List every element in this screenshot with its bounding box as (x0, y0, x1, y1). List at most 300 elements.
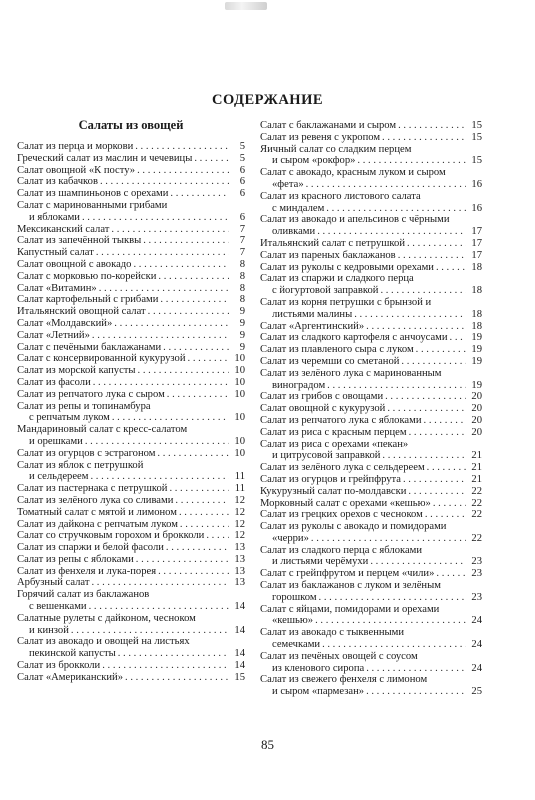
dot-leader (133, 259, 229, 271)
toc-entry-line (17, 353, 245, 365)
toc-entry-line (17, 577, 245, 589)
toc-entry-title: Салат из кабачков (17, 176, 98, 188)
toc-entry-line (260, 380, 482, 392)
toc-entry-line (260, 238, 482, 250)
toc-entry-line (260, 167, 482, 179)
toc-entry-line (260, 368, 482, 380)
toc-entry-title: Горячий салат из баклажанов (17, 589, 150, 601)
toc-entry-title: Салат из фенхеля и лука-порея (17, 565, 157, 577)
dot-leader (370, 556, 466, 568)
toc-entry (17, 389, 245, 401)
toc-entry (17, 283, 245, 295)
toc-entry (17, 330, 245, 342)
toc-entry-page: 9 (239, 341, 245, 353)
toc-entry-title: Салат из свежего фенхеля с лимоном (260, 674, 428, 686)
toc-entry-title: Салат из шампиньонов с орехами (17, 188, 169, 200)
toc-entry-page: 13 (234, 542, 245, 554)
dot-leader (90, 471, 229, 483)
toc-entry (260, 474, 482, 486)
toc-entry-page: 8 (239, 294, 245, 306)
toc-entry (17, 613, 245, 637)
dot-leader (136, 554, 229, 566)
toc-entry-title: «кешью» (272, 615, 314, 627)
dot-leader (398, 120, 466, 132)
toc-entry (260, 356, 482, 368)
toc-entry-line (17, 601, 245, 613)
dot-leader (385, 391, 466, 403)
toc-entry-page: 6 (239, 211, 245, 223)
toc-entry-title: Салат «Летний» (17, 329, 90, 341)
toc-entry-line (17, 318, 245, 330)
dot-leader (93, 377, 229, 389)
toc-entry-line (260, 663, 482, 675)
toc-entry-line (17, 648, 245, 660)
dot-leader (408, 486, 466, 498)
toc-entry-page: 12 (234, 530, 245, 542)
toc-entry-title: и сыром «рокфор» (272, 155, 356, 167)
toc-entry-line (260, 155, 482, 167)
toc-entry-page: 24 (471, 662, 482, 674)
dot-leader (96, 247, 229, 259)
toc-entry-title: Салат со стручковым горохом и брокколи (17, 530, 205, 542)
toc-entry-page: 11 (234, 483, 245, 495)
toc-entry-page: 7 (239, 247, 245, 259)
dot-leader (82, 212, 229, 224)
toc-entry (260, 238, 482, 250)
dot-leader (143, 235, 229, 247)
toc-entry-line (17, 507, 245, 519)
toc-entry-page: 22 (471, 485, 482, 497)
toc-entry-page: 12 (234, 506, 245, 518)
toc-entry (260, 167, 482, 191)
toc-entry-line (17, 483, 245, 495)
toc-entry-page: 13 (234, 577, 245, 589)
toc-entry-line (17, 259, 245, 271)
toc-entry-line (260, 580, 482, 592)
toc-entry-line (260, 651, 482, 663)
toc-entry-line (260, 285, 482, 297)
toc-entry-title: Салат картофельный с грибами (17, 294, 159, 306)
toc-entry-title: Салат овощной с кукурузой (260, 403, 386, 415)
dot-leader (166, 542, 229, 554)
toc-entry-title: Морковный салат с орехами «кешью» (260, 497, 431, 509)
toc-entry-line (17, 235, 245, 247)
toc-entry-line (260, 592, 482, 604)
toc-entry-title: Салат из зелёного лука со сливами (17, 494, 174, 506)
toc-entry-title: Салат с яйцами, помидорами и орехами (260, 603, 440, 615)
dot-leader (317, 226, 466, 238)
toc-entry-title: Салат из руколы с кедровыми орехами (260, 261, 434, 273)
toc-entry-line (260, 627, 482, 639)
page-title: СОДЕРЖАНИЕ (211, 92, 324, 108)
toc-entry-page: 8 (239, 258, 245, 270)
toc-entry-title: Салат из огурцов с эстрагоном (17, 447, 156, 459)
toc-entry-title: Салат из спаржи и сладкого перца (260, 273, 414, 285)
toc-entry-title: Салат из перца и моркови (17, 141, 134, 152)
dot-leader (436, 568, 466, 580)
toc-entry-page: 20 (471, 391, 482, 403)
toc-entry-title: Греческий салат из маслин и чечевицы (17, 152, 193, 164)
dot-leader (407, 238, 466, 250)
toc-entry-title: Салат «Аргентинский» (260, 320, 365, 332)
toc-entry (260, 580, 482, 604)
toc-entry-title: пекинской капусты (29, 648, 116, 660)
toc-entry-line (17, 672, 245, 684)
toc-entry-title: Салат из репы с яблоками (17, 553, 134, 565)
toc-entry-page: 10 (234, 376, 245, 388)
toc-entry-page: 15 (471, 131, 482, 143)
toc-entry-page: 16 (471, 202, 482, 214)
toc-entry-page: 19 (471, 379, 482, 391)
dot-leader (416, 344, 466, 356)
toc-entry (17, 495, 245, 507)
toc-entry-line (17, 271, 245, 283)
toc-entry-title: Салат из репчатого лука с яблоками (260, 414, 422, 426)
dot-leader (157, 448, 229, 460)
toc-entry (260, 144, 482, 168)
dot-leader (89, 601, 229, 613)
dot-leader (319, 592, 466, 604)
toc-entry (17, 672, 245, 684)
toc-entry-title: Салат из плавленого сыра с луком (260, 344, 414, 356)
toc-entry-line (260, 403, 482, 415)
toc-entry (17, 519, 245, 531)
toc-entry-page: 24 (471, 639, 482, 651)
toc-entry-line (17, 625, 245, 637)
toc-entry-line (17, 471, 245, 483)
toc-entry-line (260, 533, 482, 545)
dot-leader (366, 321, 466, 333)
toc-entry-line (260, 179, 482, 191)
toc-entry-line (17, 153, 245, 165)
toc-entry-title: оливками (272, 226, 316, 238)
toc-entry-page: 10 (234, 365, 245, 377)
toc-entry-page: 9 (239, 306, 245, 318)
toc-entry-title: Салат из печёных овощей с соусом (260, 650, 418, 662)
toc-entry (260, 344, 482, 356)
toc-entry-title: Салат из авокадо и апельсинов с чёрными (260, 214, 450, 226)
toc-entry (17, 176, 245, 188)
toc-entry-line (17, 330, 245, 342)
toc-entry-page: 18 (471, 320, 482, 332)
toc-entry-line (260, 226, 482, 238)
toc-entry-line (17, 377, 245, 389)
toc-entry-title: Салат из ревеня с укропом (260, 131, 381, 143)
toc-entry-page: 11 (234, 471, 245, 483)
toc-entry-page: 17 (471, 249, 482, 261)
toc-entry-line (17, 460, 245, 472)
toc-entry-line (17, 566, 245, 578)
toc-entry (17, 566, 245, 578)
toc-entry (17, 589, 245, 613)
toc-entry-title: Салат из грибов с овощами (260, 391, 384, 403)
toc-entry-title: из кленового сиропа (272, 662, 365, 674)
toc-entry-title: Салат из авокадо и овощей на листьях (17, 636, 190, 648)
toc-entry-page: 12 (234, 518, 245, 530)
toc-entry-title: Салат из риса с орехами «пекан» (260, 438, 409, 450)
toc-entry (17, 141, 245, 153)
dot-leader (112, 412, 229, 424)
toc-entry-line (260, 144, 482, 156)
toc-entry-line (260, 203, 482, 215)
toc-entry-line (17, 589, 245, 601)
toc-entry-title: Салат из зелёного лука с маринованным (260, 367, 442, 379)
toc-entry (260, 262, 482, 274)
toc-entry-title: Салат с авокадо, красным луком и сыром (260, 167, 446, 179)
toc-entry (17, 224, 245, 236)
toc-entry-line (17, 636, 245, 648)
toc-entry-title: Салат из репы и топинамбура (17, 400, 151, 412)
dot-leader (135, 141, 229, 153)
toc-entry-title: Салат из огурцов и грейпфрута (260, 473, 401, 485)
dot-leader (306, 179, 466, 191)
toc-entry-page: 17 (471, 237, 482, 249)
toc-entry (17, 554, 245, 566)
toc-entry (17, 165, 245, 177)
toc-entry (260, 368, 482, 392)
scan-artifact (225, 2, 267, 10)
toc-entry (17, 306, 245, 318)
toc-entry-line (260, 486, 482, 498)
toc-entry-title: Салат из репчатого лука с сыром (17, 388, 165, 400)
dot-leader (118, 648, 229, 660)
toc-entry-title: Мандариновый салат с кресс-салатом (17, 424, 188, 436)
toc-entry-page: 24 (471, 615, 482, 627)
toc-entry-page: 19 (471, 332, 482, 344)
toc-entry-page: 23 (471, 568, 482, 580)
toc-entry (260, 498, 482, 510)
dot-leader (180, 519, 229, 531)
toc-entry (260, 568, 482, 580)
toc-entry-title: Салат с баклажанами и сыром (260, 120, 397, 131)
toc-entry-page: 21 (471, 450, 482, 462)
toc-entry-page: 14 (234, 660, 245, 672)
toc-entry-title: Салат из дайкона с репчатым луком (17, 518, 178, 530)
toc-entry-title: с вешенками (29, 601, 87, 613)
toc-entry-title: Капустный салат (17, 247, 94, 259)
toc-entry-line (260, 615, 482, 627)
toc-entry (260, 297, 482, 321)
toc-entry-title: Салат из руколы с авокадо и помидорами (260, 521, 447, 533)
dot-leader (409, 427, 466, 439)
toc-entry (17, 235, 245, 247)
toc-entry (260, 403, 482, 415)
toc-entry-line (260, 509, 482, 521)
toc-entry (17, 636, 245, 660)
dot-leader (100, 176, 229, 188)
toc-entry-title: Салат из сладкого перца с яблоками (260, 544, 423, 556)
toc-entry-page: 14 (234, 648, 245, 660)
toc-entry-line (260, 568, 482, 580)
toc-entry-page: 10 (234, 388, 245, 400)
toc-entry-page: 8 (239, 282, 245, 294)
dot-leader (436, 262, 466, 274)
toc-entry-page: 14 (234, 601, 245, 613)
dot-leader (167, 389, 229, 401)
toc-entry-title: и листьями черёмухи (272, 556, 369, 568)
toc-entry-page: 23 (471, 591, 482, 603)
toc-entry (17, 294, 245, 306)
toc-entry (17, 530, 245, 542)
dot-leader (170, 188, 229, 200)
dot-leader (427, 462, 466, 474)
toc-entry (260, 321, 482, 333)
dot-leader (311, 533, 466, 545)
toc-entry-line (260, 521, 482, 533)
toc-entry-page: 16 (471, 178, 482, 190)
toc-entry-title: Салат из зелёного лука с сельдереем (260, 462, 425, 474)
toc-entry (17, 483, 245, 495)
toc-entry-title: Салат овощной с авокадо (17, 258, 132, 270)
toc-entry (260, 486, 482, 498)
toc-entry-title: с репчатым луком (29, 412, 110, 424)
toc-entry-page: 20 (471, 403, 482, 415)
toc-entry (260, 509, 482, 521)
toc-entry-page: 23 (471, 556, 482, 568)
toc-entry (17, 259, 245, 271)
toc-entry-title: «фета» (272, 178, 304, 190)
toc-entry-title: Салат из запечённой тыквы (17, 235, 142, 247)
dot-leader (380, 285, 466, 297)
dot-leader (354, 309, 466, 321)
toc-entry (17, 153, 245, 165)
toc-entry (17, 448, 245, 460)
toc-entry-page: 19 (471, 355, 482, 367)
toc-entry-line (260, 474, 482, 486)
dot-leader (450, 332, 466, 344)
toc-entry-title: Салат из сладкого картофеля с анчоусами (260, 332, 448, 344)
dot-leader (398, 250, 466, 262)
toc-entry (260, 250, 482, 262)
toc-entry-page: 6 (239, 164, 245, 176)
toc-entry-page: 10 (234, 447, 245, 459)
toc-entry-line (260, 214, 482, 226)
dot-leader (326, 203, 466, 215)
dot-leader (92, 577, 230, 589)
toc-entry-page: 21 (471, 473, 482, 485)
toc-entry-line (17, 224, 245, 236)
toc-entry-title: Салат с маринованными грибами (17, 199, 168, 211)
dot-leader (194, 153, 229, 165)
dot-leader (71, 625, 229, 637)
toc-entry (17, 365, 245, 377)
dot-leader (327, 380, 466, 392)
toc-entry-page: 22 (471, 497, 482, 509)
toc-entry (17, 460, 245, 484)
toc-entry-line (17, 554, 245, 566)
dot-leader (366, 686, 466, 698)
toc-entry-line (17, 294, 245, 306)
toc-entry (260, 674, 482, 698)
toc-entry (260, 604, 482, 628)
toc-left-column (17, 118, 245, 684)
toc-entry-title: Салат из грецких орехов с чесноком (260, 509, 423, 521)
toc-entry-line (260, 297, 482, 309)
toc-entry-page: 5 (239, 141, 245, 152)
toc-entry-line (17, 283, 245, 295)
toc-entry-page: 13 (234, 565, 245, 577)
toc-entry-line (260, 450, 482, 462)
dot-leader (111, 224, 229, 236)
toc-entry-title: Салат из спаржи и белой фасоли (17, 542, 164, 554)
dot-leader (382, 450, 466, 462)
toc-entry (260, 439, 482, 463)
toc-entry-line (260, 132, 482, 144)
toc-entry-page: 21 (471, 462, 482, 474)
toc-entry-title: Салат из пастернака с петрушкой (17, 483, 168, 495)
toc-entry-page: 18 (471, 308, 482, 320)
dot-leader (403, 474, 466, 486)
toc-entry (17, 507, 245, 519)
toc-entry (17, 353, 245, 365)
toc-entry (260, 391, 482, 403)
dot-leader (158, 271, 229, 283)
dot-leader (114, 318, 229, 330)
toc-entry-line (17, 660, 245, 672)
toc-entry (260, 273, 482, 297)
toc-entry-page: 6 (239, 176, 245, 188)
toc-entry-page: 15 (471, 155, 482, 167)
dot-leader (137, 165, 229, 177)
toc-entry-page: 25 (471, 686, 482, 698)
toc-entry-title: Салат из черемши со сметаной (260, 355, 400, 367)
toc-entry (17, 342, 245, 354)
toc-entry-title: Салат из морской капусты (17, 365, 136, 377)
toc-entry (260, 651, 482, 675)
toc-entry-page: 9 (239, 317, 245, 329)
toc-entry-title: Салат с консервированной кукурузой (17, 353, 186, 365)
dot-leader (163, 342, 229, 354)
dot-leader (158, 566, 229, 578)
toc-entry (260, 132, 482, 144)
toc-entry-line (260, 498, 482, 510)
toc-entry-title: и кинзой (29, 624, 69, 636)
toc-entry (260, 191, 482, 215)
toc-entry-page: 15 (234, 671, 245, 683)
toc-entry-page: 14 (234, 624, 245, 636)
toc-entry-title: Итальянский овощной салат (17, 306, 146, 318)
toc-entry-page: 10 (234, 353, 245, 365)
toc-entry-page: 15 (471, 120, 482, 131)
toc-entry-title: Салат «Молдавский» (17, 317, 113, 329)
dot-leader (387, 403, 466, 415)
toc-entry-page: 22 (471, 509, 482, 521)
toc-entry-line (260, 356, 482, 368)
toc-entry (17, 247, 245, 259)
toc-entry (17, 542, 245, 554)
toc-entry-page: 18 (471, 285, 482, 297)
dot-leader (102, 660, 229, 672)
toc-entry-line (260, 439, 482, 451)
toc-entry-title: Салат из авокадо с тыквенными (260, 627, 405, 639)
toc-entry-line (260, 344, 482, 356)
toc-entry-title: Томатный салат с мятой и лимоном (17, 506, 177, 518)
toc-entry-title: Итальянский салат с петрушкой (260, 237, 405, 249)
toc-entry-page: 19 (471, 344, 482, 356)
toc-entry-line (260, 321, 482, 333)
toc-entry (260, 521, 482, 545)
toc-entry-page: 18 (471, 261, 482, 273)
toc-entry (260, 214, 482, 238)
dot-leader (138, 365, 229, 377)
toc-entry-line (17, 448, 245, 460)
toc-entry (260, 427, 482, 439)
toc-entry-title: и орешками (29, 435, 83, 447)
toc-entry (17, 577, 245, 589)
toc-entry-title: Салат с грейпфрутом и перцем «чили» (260, 568, 435, 580)
toc-entry (260, 120, 482, 132)
dot-leader (401, 356, 466, 368)
